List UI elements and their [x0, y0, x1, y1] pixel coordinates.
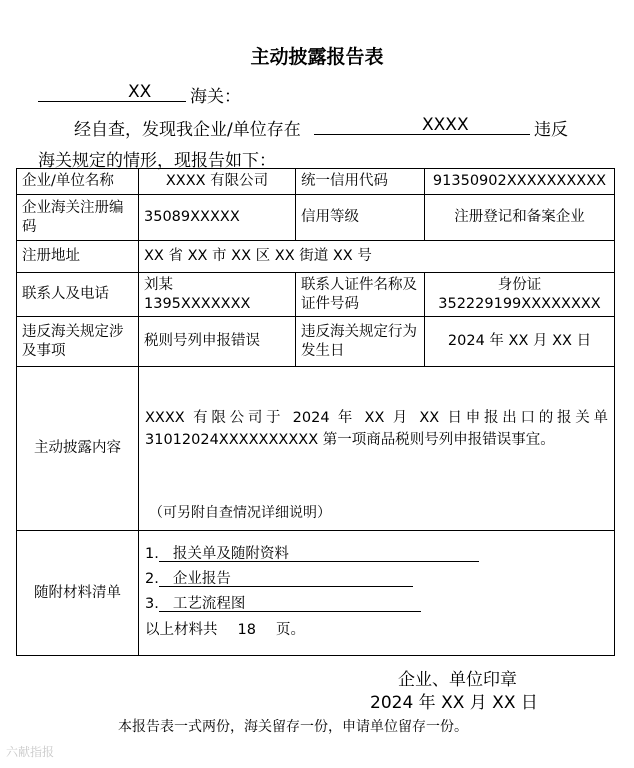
intro-line3: 海关规定的情形，现报告如下：	[38, 151, 276, 171]
credit-level-label: 信用等级	[296, 195, 425, 241]
table-row	[17, 273, 615, 317]
id-cell	[425, 273, 615, 317]
company-seal: 企业、单位印章	[398, 670, 517, 690]
table-row	[17, 317, 615, 367]
table-row	[17, 531, 615, 656]
attachment-num: 3.	[145, 596, 159, 612]
disclosure-label: 主动披露内容	[17, 367, 139, 531]
company-label: 企业/单位名称	[17, 169, 139, 195]
intro-suffix: 违反	[534, 120, 568, 140]
address-label: 注册地址	[17, 241, 139, 273]
id-type: 身份证	[497, 277, 542, 294]
contact-phone: 1395XXXXXXX	[144, 295, 251, 312]
id-label: 联系人证件名称及证件号码	[296, 273, 425, 317]
attachment-num: 2.	[145, 571, 159, 587]
table-row	[17, 241, 615, 273]
violation-item-value: 税则号列申报错误	[139, 317, 296, 367]
violation-date-label: 违反海关规定行为发生日	[296, 317, 425, 367]
attachments-total	[145, 621, 305, 639]
customs-suffix: 海关：	[190, 87, 241, 107]
violation-blank: XXXX	[422, 115, 469, 135]
signature-date: 2024 年 XX 月 XX 日	[370, 693, 538, 713]
total-count: 18	[237, 622, 256, 638]
credit-level-value: 注册登记和备案企业	[425, 195, 615, 241]
disclosure-note: （可另附自查情况详细说明）	[149, 505, 331, 521]
customs-reg-value: 35089XXXXX	[139, 195, 296, 241]
violation-date-value: 2024 年 XX 月 XX 日	[425, 317, 615, 367]
attachment-underline	[159, 611, 421, 612]
watermark: 六献指报	[6, 745, 55, 759]
credit-code-value: 91350902XXXXXXXXXX	[425, 169, 615, 195]
attachments-cell	[139, 531, 615, 656]
footer-note: 本报告表一式两份，海关留存一份，申请单位留存一份。	[118, 719, 468, 735]
violation-item-label: 违反海关规定涉及事项	[17, 317, 139, 367]
total-suffix: 页。	[275, 622, 305, 638]
address-value: XX 省 XX 市 XX 区 XX 街道 XX 号	[139, 241, 615, 273]
contact-cell	[139, 273, 296, 317]
attachment-text: 企业报告	[172, 571, 231, 587]
customs-reg-label: 企业海关注册编码	[17, 195, 139, 241]
attachment-underline	[159, 561, 479, 562]
table-row	[17, 195, 615, 241]
attachments-label: 随附材料清单	[17, 531, 139, 656]
table-row	[17, 169, 615, 195]
contact-name: 刘某	[144, 277, 173, 294]
disclosure-form-table	[16, 168, 615, 656]
attachment-num: 1.	[145, 546, 159, 562]
attachment-text: 报关单及随附资料	[172, 546, 289, 562]
page-title: 主动披露报告表	[250, 46, 384, 68]
disclosure-text: XXXX 有限公司于 2024 年 XX 月 XX 日申报出口的报关单 31012024XXXXXXXXXX 第一项商品税则号列申报错误事宜。	[145, 410, 608, 448]
intro-text: 经自查，发现我企业/单位存在	[74, 120, 301, 140]
attachment-underline	[159, 586, 413, 587]
total-prefix: 以上材料共	[145, 622, 218, 638]
customs-name-underline	[38, 84, 186, 102]
company-value: XXXX 有限公司	[139, 169, 296, 195]
disclosure-cell	[139, 367, 615, 531]
id-number: 352229199XXXXXXXX	[438, 295, 601, 312]
table-row	[17, 367, 615, 531]
customs-name: XX	[128, 82, 152, 102]
attachment-text: 工艺流程图	[172, 596, 246, 612]
credit-code-label: 统一信用代码	[296, 169, 425, 195]
contact-label: 联系人及电话	[17, 273, 139, 317]
